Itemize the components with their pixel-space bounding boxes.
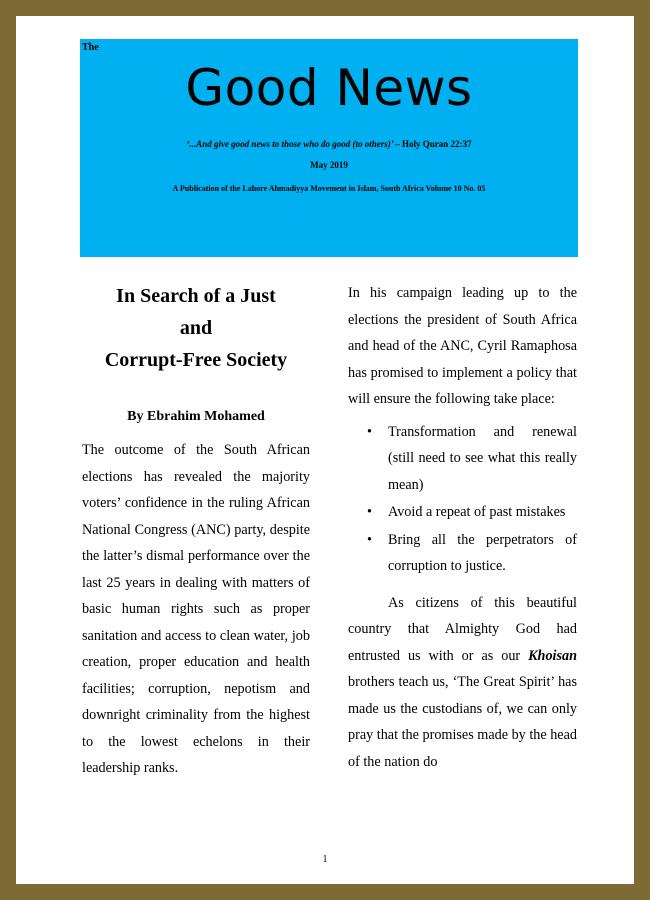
paragraph-2: In his campaign leading up to the elections the president of South Africa and head of the ANC, Cyril Ramaphosa has promised to implement a policy that will ensure the following take place: <box>348 285 577 407</box>
page <box>16 16 634 884</box>
paragraph-3 <box>348 590 577 776</box>
article-title <box>82 280 310 376</box>
article-title-line1: In Search of a Just <box>116 285 276 307</box>
paragraph-3-start: As citizens of this beautiful country that Almighty God had entrusted us with or as our <box>348 594 577 664</box>
byline: By Ebrahim Mohamed <box>127 409 265 424</box>
right-column <box>348 280 577 775</box>
bullet-icon: • <box>367 423 372 440</box>
quote-reference: – Holy Quran 22:37 <box>395 139 472 149</box>
list-item-text: Transformation and renewal (still need to see what this really mean) <box>388 423 577 493</box>
left-column <box>82 280 310 782</box>
masthead-the: The <box>82 42 99 53</box>
bullet-icon: • <box>367 504 372 520</box>
paragraph-1: The outcome of the South African elections has revealed the majority voters’ confidence in the ruling African National Congress (ANC) party, despite the latter’s dismal performance over the last 25 years in dealing with matters of basic human rights such as proper sanitation and access to clean water, job creation, proper education and health facilities; corruption, nepotism and downright criminality from the highest to the lowest echelons in their leadership ranks. <box>82 442 310 776</box>
list-item <box>348 419 577 499</box>
paragraph-3-end: brothers teach us, ‘The Great Spirit’ has made us the custodians of, we can only pray that the promises made by the head of the nation do <box>348 674 577 770</box>
khoisan-emphasis: Khoisan <box>528 647 577 664</box>
publication-line: A Publication of the Lahore Ahmadiyya Movement in Islam, South Africa Volume 10 No. 05 <box>172 184 486 193</box>
list-item <box>348 499 577 526</box>
masthead-quote <box>80 139 578 149</box>
masthead <box>80 39 578 257</box>
article-title-line2: and <box>179 317 213 339</box>
page-number: 1 <box>322 854 328 865</box>
bullet-list <box>348 419 577 580</box>
quote-text: ‘...And give good news to those who do good (to others)’ <box>186 139 394 149</box>
newsletter-title: Good News <box>185 59 473 117</box>
list-item-text: Avoid a repeat of past mistakes <box>388 504 566 520</box>
article-title-line3: Corrupt-Free Society <box>104 349 288 371</box>
issue-date: May 2019 <box>310 160 348 170</box>
list-item-text: Bring all the perpetrators of corruption to justice. <box>388 531 577 574</box>
bullet-icon: • <box>367 531 372 548</box>
list-item <box>348 527 577 580</box>
